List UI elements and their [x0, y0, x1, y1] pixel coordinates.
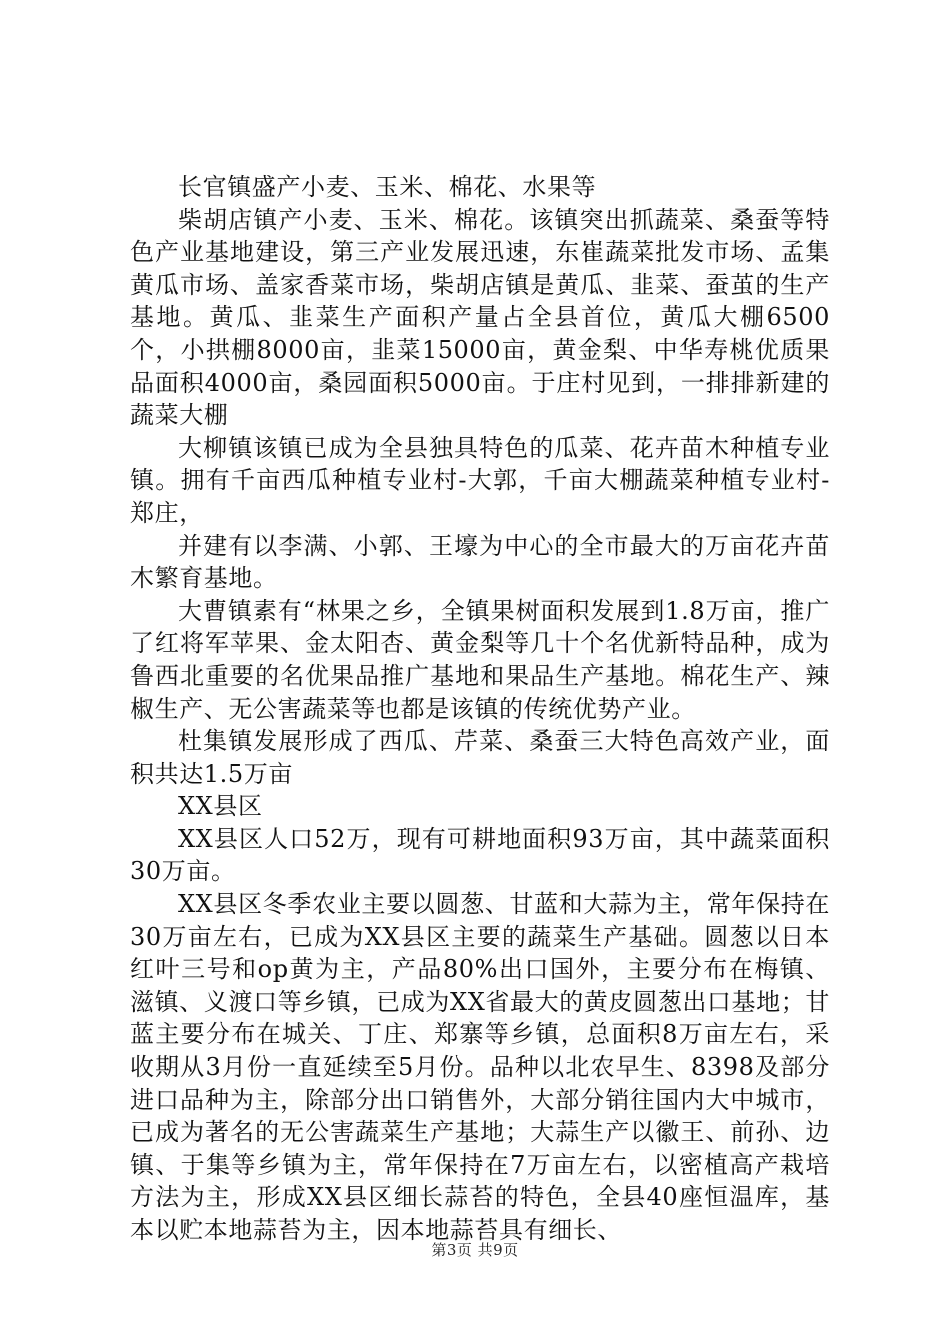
paragraph-flower-base: 并建有以李满、小郭、王壕为中心的全市最大的万亩花卉苗木繁育基地。	[130, 531, 830, 593]
paragraph-daliu: 大柳镇该镇已成为全县独具特色的瓜菜、花卉苗木种植专业镇。拥有千亩西瓜种植专业村-大郭，千亩大棚蔬菜种植专业村-郑庄，	[130, 433, 830, 527]
paragraph-dacao: 大曹镇素有“林果之乡，全镇果树面积发展到1.8万亩，推广了红将军苹果、金太阳杏、黄金梨等几十个名优新特品种，成为鲁西北重要的名优果品推广基地和果品生产基地。棉花生产、辣椒生产、无公害蔬菜等也都是该镇的传统优势产业。	[130, 596, 830, 723]
paragraph-duji: 杜集镇发展形成了西瓜、芹菜、桑蚕三大特色高效产业，面积共达1.5万亩	[130, 727, 830, 788]
paragraph-changguan: 长官镇盛产小麦、玉米、棉花、水果等	[178, 173, 597, 201]
paragraph-chaihudian: 柴胡店镇产小麦、玉米、棉花。该镇突出抓蔬菜、桑蚕等特色产业基地建设，第三产业发展迅速，东崔蔬菜批发市场、孟集黄瓜市场、盖家香菜市场，柴胡店镇是黄瓜、韭菜、蚕茧的生产基地。黄瓜、韭菜生产面积产量占全县首位，黄瓜大棚6500个，小拱棚8000亩，韭菜15000亩，黄金梨、中华寿桃优质果品面积4000亩，桑园面积5000亩。于庄村见到，一排排新建的蔬菜大棚	[130, 205, 830, 430]
document-body	[130, 171, 830, 1247]
page-number-footer: 第3页 共9页	[431, 1241, 519, 1259]
paragraph-county-winter-agriculture: XX县区冬季农业主要以圆葱、甘蓝和大蒜为主，常年保持在30万亩左右，已成为XX县区主要的蔬菜生产基础。圆葱以日本红叶三号和op黄为主，产品80%出口国外，主要分布在梅镇、滋镇、义渡口等乡镇，已成为XX省最大的黄皮圆葱出口基地；甘蓝主要分布在城关、丁庄、郑寨等乡镇，总面积8万亩左右，采收期从3月份一直延续至5月份。品种以北农早生、8398及部分进口品种为主，除部分出口销售外，大部分销往国内大中城市，已成为著名的无公害蔬菜生产基地；大蒜生产以徽王、前孙、边镇、于集等乡镇为主，常年保持在7万亩左右，以密植高产栽培方法为主，形成XX县区细长蒜苔的特色，全县40座恒温库，基本以贮本地蒜苔为主，因本地蒜苔具有细长、	[130, 890, 830, 1244]
section-heading-county: XX县区	[178, 792, 263, 821]
paragraph-county-population: XX县区人口52万，现有可耕地面积93万亩，其中蔬菜面积30万亩。	[130, 824, 830, 886]
